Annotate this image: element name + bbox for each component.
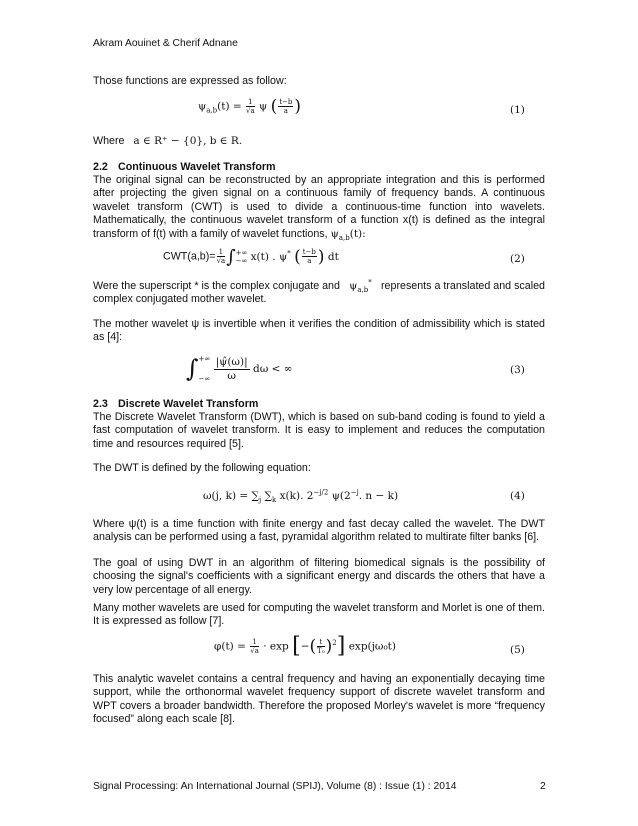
equation-4-number: (4) [510,490,525,502]
mother-wavelet-paragraph: The mother wavelet ψ is invertible when it verifies the condition of admissibility which is stated as [4]: [93,318,545,344]
section-2-3-paragraph: The Discrete Wavelet Transform (DWT), which is based on sub-band coding is found to yield a fast computation of wavelet transform. It is easy to implement and reduces the computation time and resources required [5]. [93,411,545,450]
journal-footer: Signal Processing: An International Journal (SPIJ), Volume (8) : Issue (1) : 2014 [93,781,457,792]
equation-5-number: (5) [510,644,525,656]
morlet-paragraph: Many mother wavelets are used for computing the wavelet transform and Morlet is one of them. It is expressed as follow [7]. [93,602,545,628]
wavelet-definition-paragraph: Where ψ(t) is a time function with finite energy and fast decay called the wavelet. The DWT analysis can be performed using a fast, pyramidal algorithm related to multirate filter banks [6]. [93,518,545,544]
integral-sign: ∫ [186,354,199,383]
eq1-arg-fraction: $\frac{t-b}{a}$ [279,98,293,115]
equation-2: CWT(a,b)= $\frac{1}{√a}$ ∫ +∞ −∞ x(t) . ψ* ( $\frac{t-b}{a}$ ) dt [163,245,339,267]
page-number: 2 [540,781,546,792]
dwt-definition-text: The DWT is defined by the following equation: [93,462,311,474]
analytic-wavelet-paragraph: This analytic wavelet contains a central frequency and having an exponentially decaying time support, while the orthonormal wavelet frequency support of discrete wavelet transform and WPT covers a broader bandwidth. Therefore the proposed Morley's wavelet is more “frequency focused” along each scale [8]. [93,673,545,726]
running-header: Akram Aouinet & Cherif Adnane [93,38,238,49]
eq5-fraction: $\frac{1}{√a}$ [250,638,259,655]
equation-1-number: (1) [510,104,525,116]
superscript-paragraph: Were the superscript * is the complex conjugate and $\psi_{a,b}^*$ represents a translated and scaled complex conjugated mother wavelet. [93,278,545,306]
dwt-goal-paragraph: The goal of using DWT in an algorithm of filtering biomedical signals is the possibility of choosing the signal's coefficients with a significant energy and discards the others that have a very low percentage of all energy. [93,557,545,596]
where-line: Where a ∈ R⁺ − {0}, b ∈ R. [93,135,243,147]
section-2-2-paragraph: The original signal can be reconstructed by an appropriate integration and this is performed after projecting the given signal on a continuous family of frequency bands. A continuous wavelet transform (CWT) is used to divide a continuous-time function into wavelets. Mathematically, the continuous wavelet transform of a function x(t) is defined as the integral transform of f(t) with a family of wavelet functions, $\psi_{a,b}(t)$: [93,174,545,242]
equation-3: ∫ +∞ −∞ $\frac{|\psî(\omega)|}{\omega}$ dω < ∞ [186,354,293,383]
integral-sign: ∫ [226,245,236,267]
equation-2-number: (2) [510,253,525,265]
eq5-inner-fraction: $\frac{t}{\text{T₀}}$ [317,638,325,655]
intro-text: Those functions are expressed as follow: [93,75,287,87]
eq2-fraction: $\frac{1}{√a}$ [216,248,226,266]
eq3-fraction: $\frac{|\psî(\omega)|}{\omega}$ [215,355,248,382]
equation-4: ω(j, $k) = \sum_j$ $\sum_k$ x(k). $2^{-j/2}$ $\psi(2^{-j}$. n − k) [203,488,399,505]
section-heading-2-3: 2.3 Discrete Wavelet Transform [93,398,259,410]
eq2-arg-fraction: $\frac{t-b}{a}$ [302,248,316,265]
equation-3-number: (3) [510,364,525,376]
equation-1: $\psi_{a,b}(t)$ = $\frac{1}{√a}$ ψ ( $\frac{t-b}{a}$ ) [198,96,302,117]
equation-5: φ(t) = $\frac{1}{√a}$ · exp [−( $\frac{t}{\text{T₀}}$ )$^2$] exp(jω₀t) [214,633,396,659]
eq1-fraction: $\frac{1}{√a}$ [246,98,255,115]
section-heading-2-2: 2.2 Continuous Wavelet Transform [93,161,276,173]
